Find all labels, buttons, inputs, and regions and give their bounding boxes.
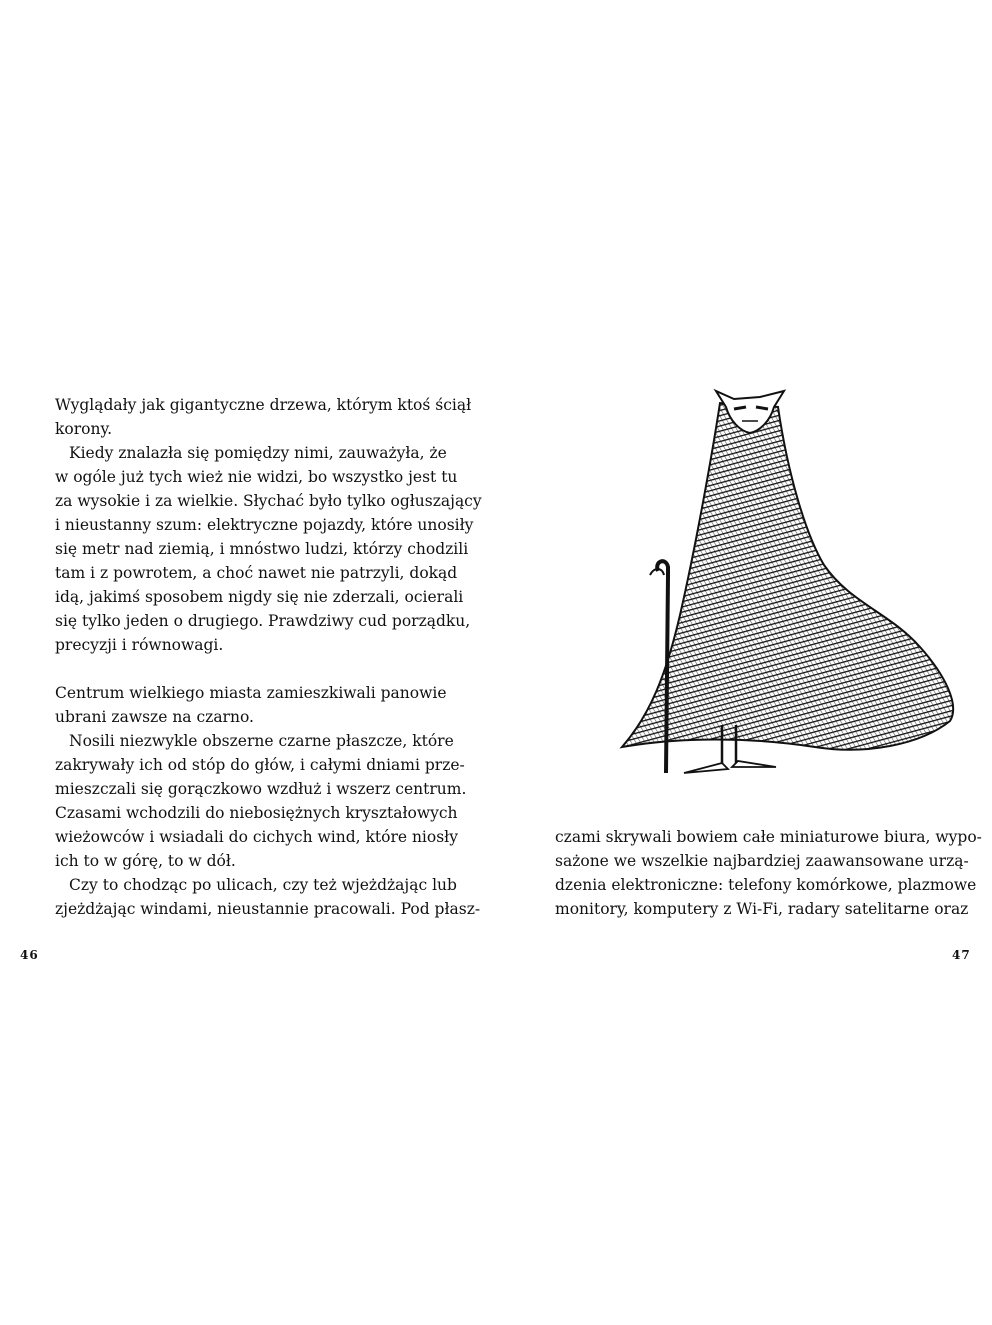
text-line: zjeżdżając windami, nieustannie pracowali. Pod płasz- — [55, 900, 481, 918]
page-number-left: 46 — [20, 948, 39, 962]
text-line: i nieustanny szum: elektryczne pojazdy, które unosiły — [55, 516, 474, 534]
page-number-right: 47 — [952, 948, 971, 962]
text-line: korony. — [55, 420, 113, 438]
text-line: Wyglądały jak gigantyczne drzewa, którym ktoś ściął — [55, 396, 472, 414]
text-line: Centrum wielkiego miasta zamieszkiwali panowie — [55, 684, 447, 702]
text-line: się tylko jeden o drugiego. Prawdziwy cud porządku, — [55, 612, 471, 630]
text-line: monitory, komputery z Wi-Fi, radary satelitarne oraz — [555, 900, 969, 918]
text-line: się metr nad ziemią, i mnóstwo ludzi, którzy chodzili — [55, 540, 469, 558]
text-line: czami skrywali bowiem całe miniaturowe biura, wypo- — [555, 828, 982, 846]
text-line: w ogóle już tych wież nie widzi, bo wszystko jest tu — [55, 468, 458, 486]
text-line: ubrani zawsze na czarno. — [55, 708, 254, 726]
text-line: dzenia elektroniczne: telefony komórkowe, plazmowe — [555, 876, 977, 894]
text-line: za wysokie i za wielkie. Słychać było tylko ogłuszający — [55, 492, 482, 510]
text-line: precyzji i równowagi. — [55, 636, 224, 654]
text-line: mieszczali się gorączkowo wzdłuż i wszerz centrum. — [55, 780, 467, 798]
text-line: ich to w górę, to w dół. — [55, 852, 236, 870]
text-line: sażone we wszelkie najbardziej zaawansowane urzą- — [555, 852, 969, 870]
text-line: Kiedy znalazła się pomiędzy nimi, zauważyła, że — [69, 444, 447, 462]
text-line: Nosili niezwykle obszerne czarne płaszcze, które — [69, 732, 454, 750]
text-line: Czy to chodząc po ulicach, czy też wjeżdżając lub — [69, 876, 457, 894]
cloaked-figure-with-cane-drawing — [600, 385, 960, 780]
text-line: tam i z powrotem, a choć nawet nie patrzyli, dokąd — [55, 564, 458, 582]
text-line: Czasami wchodzili do niebosiężnych kryształowych — [55, 804, 458, 822]
text-line: wieżowców i wsiadali do cichych wind, które niosły — [55, 828, 458, 846]
text-line: idą, jakimś sposobem nigdy się nie zderzali, ocierali — [55, 588, 464, 606]
text-line: zakrywały ich od stóp do głów, i całymi dniami prze- — [55, 756, 465, 774]
